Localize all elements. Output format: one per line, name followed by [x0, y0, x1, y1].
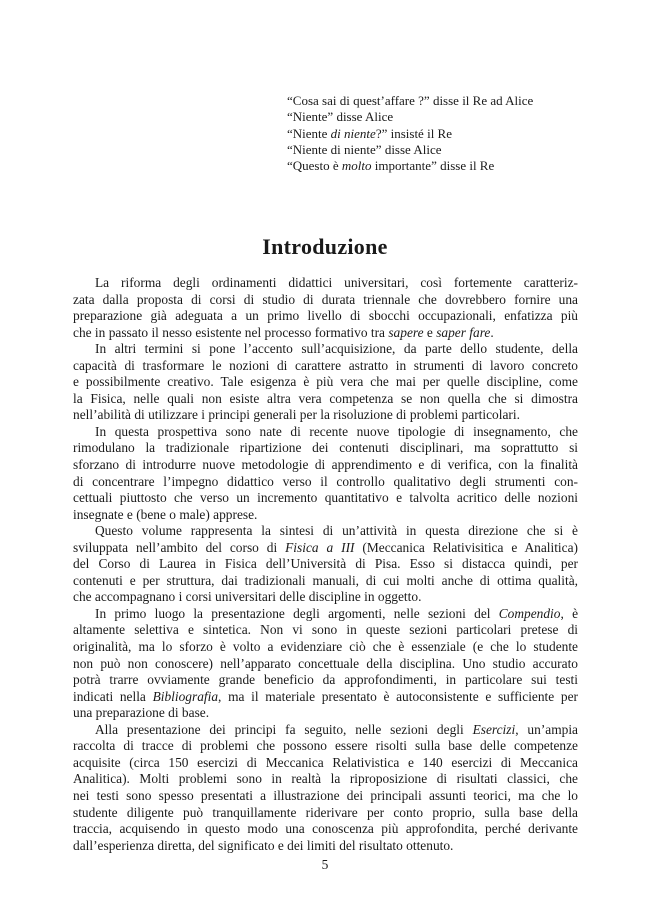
text-segment: nell’abilità di utilizzare i principi generali per la risoluzione di problemi particolari.: [73, 407, 520, 423]
text-segment: , un’ampia: [515, 721, 578, 737]
text-line: [73, 606, 578, 623]
text-segment: Alla presentazione dei principi fa seguito, nelle sezioni degli: [95, 721, 473, 737]
text-line: [73, 689, 578, 706]
text-segment: originalità, ma lo sforzo è volto a evidenziare ciò che è essenziale (e che lo studente: [73, 639, 578, 655]
text-line: [73, 474, 578, 491]
epigraph-line: [287, 126, 533, 142]
text-line: [73, 722, 578, 739]
text-line: [73, 308, 578, 325]
text-segment: nei testi sono spesso presentati a illustrazione dei principali assunti teorici, ma che lo: [73, 787, 578, 803]
text-segment: di concentrare l’impegno didattico verso il controllo qualitativo degli strumenti con-: [73, 473, 578, 489]
text-segment: sviluppata nell’ambito del corso di: [73, 539, 286, 555]
text-segment: non può non conoscere) nell’apparato concettuale della disciplina. Uno studio accurato: [73, 655, 578, 671]
text-segment: capacità di trasformare le nozioni di carattere astratto in strumenti di lavoro concreto: [73, 357, 578, 373]
epigraph-line: [287, 109, 533, 125]
text-segment: e: [423, 324, 437, 340]
text-line: [73, 341, 578, 358]
text-segment: potrà trarre ovviamente grande beneficio da approfondimenti, in particolare sui testi: [73, 672, 578, 688]
text-segment: indicati nella: [73, 688, 153, 704]
text-line: [73, 788, 578, 805]
text-line: [73, 523, 578, 540]
text-line: [73, 639, 578, 656]
text-segment: .: [490, 324, 494, 340]
body-text: [73, 275, 578, 854]
text-segment: del Corso di Laurea in Fisica dell’Università di Pisa. Esso si distacca quindi, per: [73, 556, 578, 572]
text-segment: cettuali piuttosto che verso un incremento quantitativo e talvolta acritico delle nozioni: [73, 490, 578, 506]
text-segment: “Questo è: [287, 158, 342, 174]
page-number: 5: [321, 857, 329, 872]
paragraph: [73, 722, 578, 854]
text-line: [73, 821, 578, 838]
italic-text: Bibliografia: [152, 688, 219, 704]
paragraph: [73, 341, 578, 424]
text-line: [73, 374, 578, 391]
text-line: [73, 358, 578, 375]
text-segment: importante” disse il Re: [371, 158, 495, 174]
text-segment: La riforma degli ordinamenti didattici universitari, così fortemente caratteriz-: [95, 275, 578, 290]
text-segment: insegnate e (bene o male) apprese.: [73, 506, 258, 522]
text-segment: , ma il materiale presentato è autoconsistente e sufficiente per: [218, 688, 578, 704]
epigraph-line: [287, 158, 533, 174]
text-line: [73, 755, 578, 772]
text-segment: Questo volume rappresenta la sintesi di un’attività in questa direzione che si è: [95, 523, 578, 539]
text-line: [73, 573, 578, 590]
text-segment: una preparazione di base.: [73, 705, 210, 721]
chapter-title: Introduzione: [262, 234, 388, 259]
text-segment: la Fisica, nelle quali non esiste altra vera competenza se non quella che si dimostra: [73, 390, 578, 406]
text-line: [73, 424, 578, 441]
text-segment: altamente selettiva e sintetica. Non vi sono in queste sezioni particolari pretese di: [73, 622, 578, 638]
italic-text: Esercizi: [472, 721, 516, 737]
text-segment: “Niente di niente” disse Alice: [287, 141, 442, 157]
epigraph: [287, 93, 533, 174]
text-segment: che in passato il nesso esistente nel processo formativo tra: [73, 324, 389, 340]
italic-text: Compendio: [498, 605, 561, 621]
text-line: [73, 805, 578, 822]
text-line: [73, 440, 578, 457]
text-segment: sforzano di introdurre nuove metodologie di apprendimento e di verifica, con la finalità: [73, 457, 578, 473]
text-segment: , è: [560, 605, 579, 621]
text-line: [73, 705, 578, 722]
text-segment: (Meccanica Relativisitica e Analitica): [354, 539, 578, 555]
paragraph: [73, 424, 578, 523]
text-segment: preparazione già adeguata a un primo livello di sbocchi occupazionali, enfatizza più: [73, 308, 578, 324]
text-line: [73, 672, 578, 689]
text-segment: In altri termini si pone l’accento sull’acquisizione, da parte dello studente, della: [95, 341, 578, 357]
paragraph: [73, 606, 578, 722]
text-line: [73, 540, 578, 557]
text-line: [73, 407, 578, 424]
text-segment: Analitica). Molti problemi sono in realtà la riproposizione di risultati classici, che: [73, 771, 578, 787]
text-line: [73, 738, 578, 755]
text-line: [73, 589, 578, 606]
text-line: [73, 490, 578, 507]
text-segment: rimodulano la tradizionale ripartizione dei contenuti disciplinari, ma soprattutto si: [73, 440, 578, 456]
text-line: [73, 391, 578, 408]
text-segment: contenuti e per struttura, dai tradizionali manuali, di cui molti anche di ottima qualità,: [73, 572, 578, 588]
text-segment: e possibilmente creativo. Tale esigenza è più vera che mai per quelle discipline, come: [73, 374, 578, 390]
text-line: [73, 556, 578, 573]
italic-text: Fisica a III: [285, 539, 355, 555]
text-segment: acquisite (circa 150 esercizi di Meccanica Relativistica e 140 esercizi di Meccanica: [73, 754, 578, 770]
paragraph: [73, 275, 578, 341]
text-segment: raccolta di tracce di problemi che possono essere risolti sulla base delle competenze: [73, 738, 578, 754]
text-segment: “Niente: [287, 125, 331, 141]
text-segment: zata dalla proposta di corsi di studio di durata triennale che dovrebbero fornire una: [73, 291, 578, 307]
text-line: [73, 457, 578, 474]
text-segment: “Cosa sai di quest’affare ?” disse il Re ad Alice: [287, 93, 534, 108]
italic-text: saper fare: [436, 324, 491, 340]
text-line: [73, 622, 578, 639]
epigraph-line: [287, 93, 533, 109]
epigraph-line: [287, 142, 533, 158]
italic-text: sapere: [388, 324, 424, 340]
text-segment: traccia, acquisendo in questo modo una conoscenza più approfondita, perché derivante: [73, 821, 578, 837]
italic-text: di niente: [330, 125, 376, 141]
text-line: [73, 838, 578, 855]
text-segment: dall’esperienza diretta, del significato e dei limiti del risultato ottenuto.: [73, 837, 454, 853]
text-segment: studente diligente può tranquillamente riderivare per conto proprio, sulla base della: [73, 804, 578, 820]
italic-text: molto: [341, 158, 372, 174]
text-segment: ?” insisté il Re: [375, 125, 452, 141]
text-segment: In primo luogo la presentazione degli argomenti, nelle sezioni del: [95, 605, 499, 621]
text-line: [73, 656, 578, 673]
text-segment: “Niente” disse Alice: [287, 109, 394, 125]
text-segment: In questa prospettiva sono nate di recente nuove tipologie di insegnamento, che: [95, 423, 578, 439]
text-segment: che accompagnano i corsi universitari delle discipline in oggetto.: [73, 589, 422, 605]
text-line: [73, 771, 578, 788]
text-line: [73, 275, 578, 292]
text-line: [73, 507, 578, 524]
text-line: [73, 325, 578, 342]
text-line: [73, 292, 578, 309]
paragraph: [73, 523, 578, 606]
